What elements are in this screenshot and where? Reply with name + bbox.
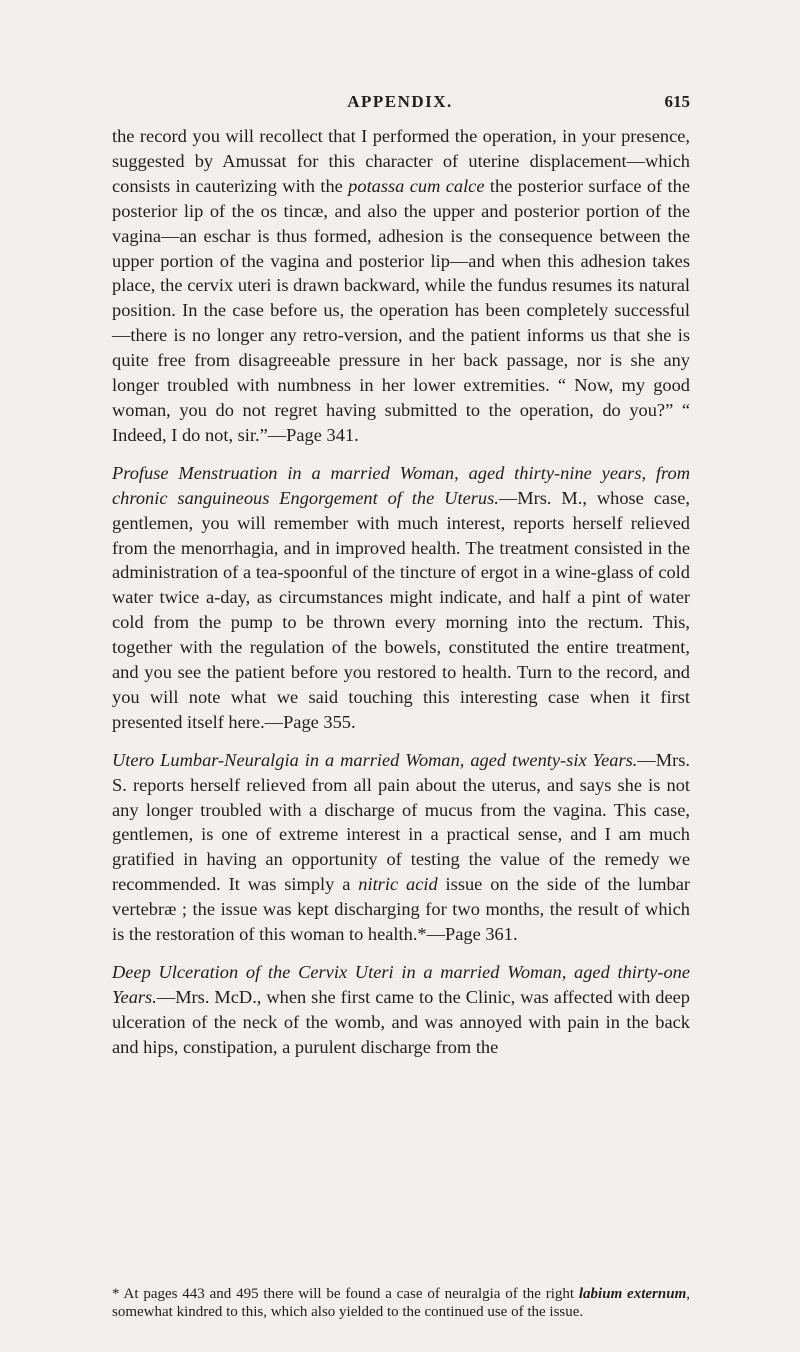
- italic-term: labium externum: [578, 1286, 687, 1302]
- case-profuse-menstruation: [112, 461, 690, 735]
- italic-term: nitric acid: [358, 874, 438, 895]
- case-deep-ulceration: [112, 960, 690, 1060]
- page-number: 615: [664, 92, 690, 111]
- case-heading: Utero Lumbar-Neuralgia in a married Woman, aged twenty-six Years.: [112, 749, 638, 770]
- case-text: —Mrs. S. reports herself relieved from all pain about the uterus, and says she is not any longer troubled with a discharge of mucus from the vagina. This case, gentlemen, is one of extreme interest in a practical sense, and I am much gratified in having an opportunity of testing the value of the remedy we recommended. It was simply a: [112, 749, 690, 895]
- case-text: issue on the side of the lumbar vertebræ ; the issue was kept discharging for two months, the result of which is the restoration of this woman to health.*—Page 361.: [112, 874, 691, 945]
- italic-term: potassa cum calce: [348, 175, 485, 196]
- case-heading: Profuse Menstruation in a married Woman, aged thirty-nine years, from chronic sanguineous Engorgement of the Uterus.: [112, 462, 690, 508]
- case-text: —Mrs. McD., when she first came to the Clinic, was affected with deep ulceration of the neck of the womb, and was annoyed with pain in the back and hips, constipation, a purulent discharge from the: [112, 986, 690, 1057]
- footnote: [112, 1285, 690, 1321]
- case-heading: Deep Ulceration of the Cervix Uteri in a married Woman, aged thirty-one Years.: [112, 962, 690, 1007]
- running-title: APPENDIX.: [347, 92, 453, 111]
- body-text: [112, 124, 690, 1060]
- case-utero-lumbar-neuralgia: [112, 748, 690, 947]
- paragraph-continuation: [112, 124, 690, 448]
- case-text: —Mrs. M., whose case, gentlemen, you will remember with much interest, reports herself relieved from the menorrhagia, and in improved health. The treatment consisted in the administration of a tea-spoonful of the tincture of ergot in a wine-glass of cold water twice a-day, as circumstances might indicate, and half a pint of water cold from the pump to be thrown every morning into the rectum. This, together with the regulation of the bowels, constituted the entire treatment, and you see the patient before you restored to health. Turn to the record, and you will note what we said touching this interesting case when it first presented itself here.—Page 355.: [112, 487, 690, 732]
- footnote-text: , somewhat kindred to this, which also yielded to the continued use of the issue.: [112, 1286, 690, 1320]
- footnote-text: * At pages 443 and 495 there will be found a case of neuralgia of the right: [112, 1286, 579, 1302]
- running-header: [0, 92, 800, 114]
- paragraph-text: the record you will recollect that I performed the operation, in your presence, suggested by Amussat for this character of uterine displacement—which consists in cauterizing with the: [112, 126, 690, 196]
- paragraph-text: the posterior surface of the posterior lip of the os tincæ, and also the upper and posterior portion of the vagina—an eschar is thus formed, adhesion is the consequence between the upper portion of the vagina and posterior lip—and when this adhesion takes place, the cervix uteri is drawn backward, while the fundus resumes its natural position. In the case before us, the operation has been completely successful—there is no longer any retro-version, and the patient informs us that she is quite free from disagreeable pressure in her back passage, nor is she any longer troubled with numbness in her lower extremities. “ Now, my good woman, you do not regret having submitted to the operation, do you?” “ Indeed, I do not, sir.”—Page 341.: [112, 175, 690, 445]
